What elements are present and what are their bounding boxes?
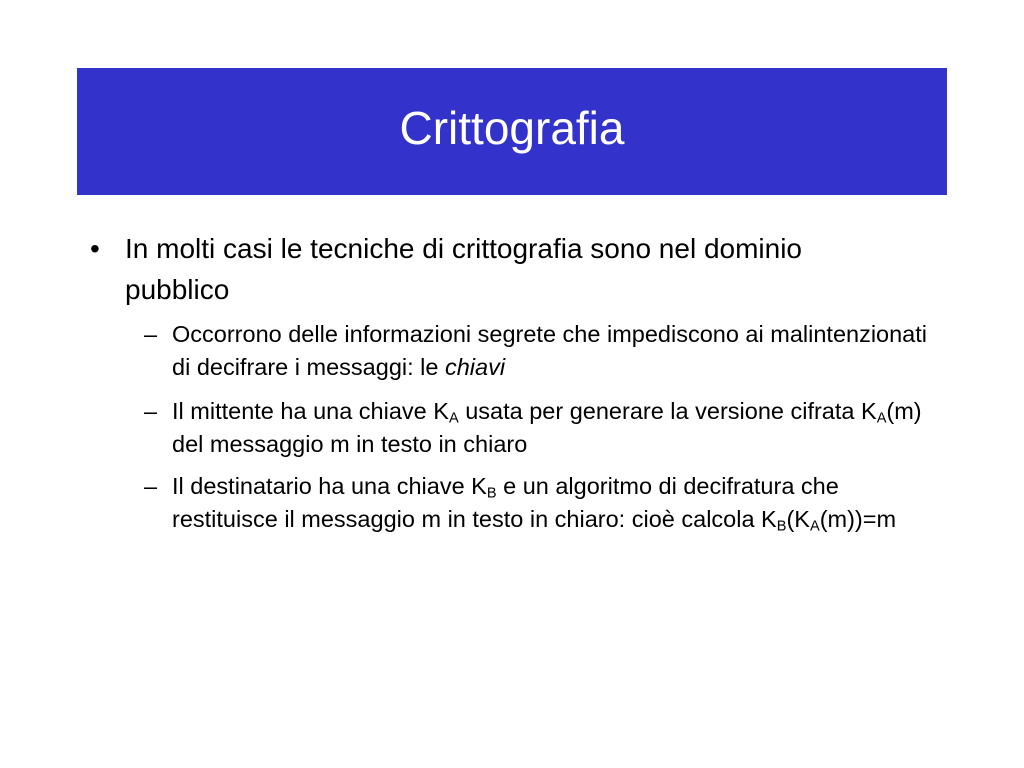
subbullet-text-part: usata per generare la versione cifrata K <box>458 398 877 424</box>
subscript: B <box>776 518 787 535</box>
emphasis-keys: chiavi <box>444 354 506 380</box>
bullet-marker: • <box>90 233 100 264</box>
dash-marker: – <box>144 321 158 347</box>
subscript: A <box>448 410 459 427</box>
subbullet-text-part: Occorrono delle informazioni segrete che impediscono ai malintenzionati di decifrare i messaggi: le <box>172 321 928 380</box>
subbullet-text <box>172 395 942 461</box>
subscript: A <box>876 410 887 427</box>
subbullet-text-part: Il destinatario ha una chiave K <box>172 473 487 499</box>
subbullet-text-part: e un algoritmo di decifratura che restituisce il messaggio m in testo in chiaro: cioè calcola K <box>172 473 839 532</box>
subbullet-text-part: (m))=m <box>819 506 897 532</box>
subbullet-text-part: Il mittente ha una chiave K <box>172 398 449 424</box>
bullet-text: In molti casi le tecniche di crittografia sono nel dominio pubblico <box>125 233 803 305</box>
subbullet-text <box>172 318 942 384</box>
dash-marker: – <box>144 398 158 424</box>
subscript: A <box>809 518 820 535</box>
subscript: B <box>486 485 497 502</box>
dash-marker: – <box>144 473 158 499</box>
subbullet-text-part: (m) del messaggio m in testo in chiaro <box>172 398 922 457</box>
subbullet-text <box>172 470 942 536</box>
subbullet-text-part: (K <box>786 506 810 532</box>
slide-title: Crittografia <box>399 101 625 154</box>
